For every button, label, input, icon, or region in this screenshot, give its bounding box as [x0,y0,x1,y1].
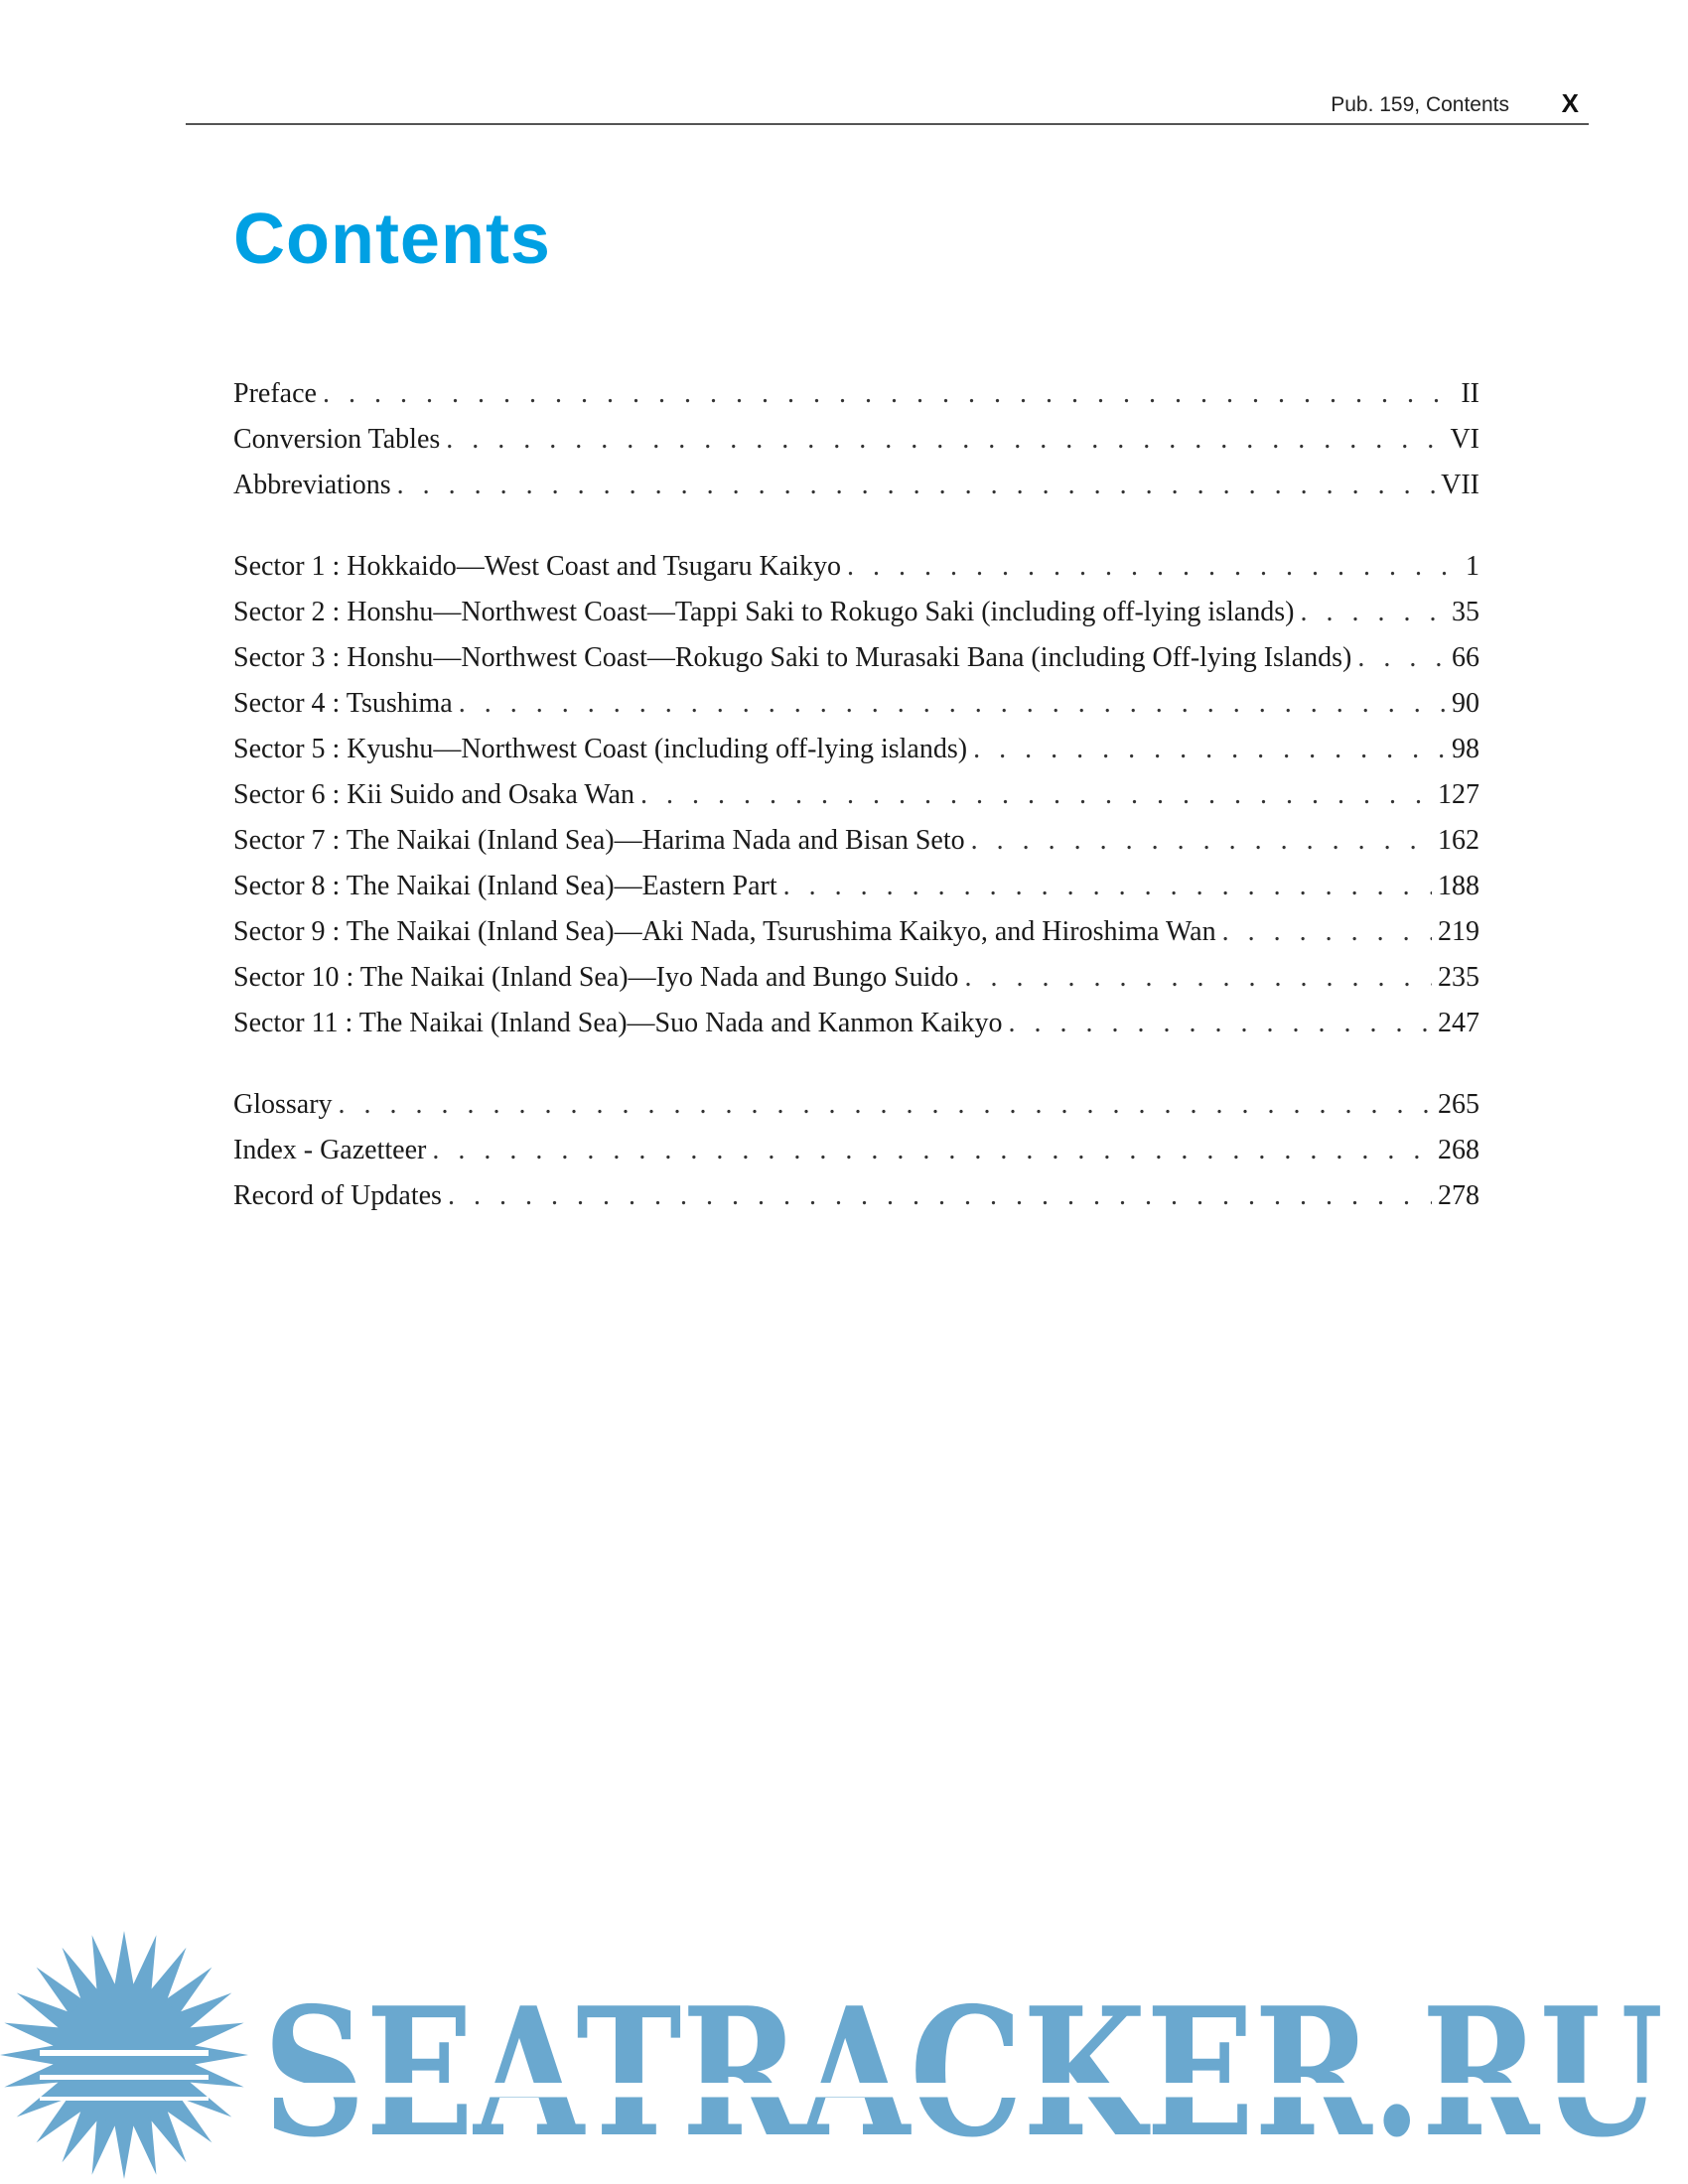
dot-leader [971,818,1432,864]
toc-entry[interactable] [233,1001,1479,1046]
toc-entry-label: Preface [233,378,317,409]
table-of-contents [233,371,1479,1255]
toc-entry-label: Sector 8 : The Naikai (Inland Sea)—Eastern Part [233,871,777,901]
toc-entry-label: Sector 4 : Tsushima [233,688,453,719]
toc-entry-page: VI [1450,424,1479,455]
page-title: Contents [233,200,551,279]
dot-leader [964,955,1432,1001]
dot-leader [1357,635,1446,681]
toc-entry-label: Sector 6 : Kii Suido and Osaka Wan [233,779,634,810]
toc-entry-label: Sector 10 : The Naikai (Inland Sea)—Iyo Nada and Bungo Suido [233,962,959,993]
toc-entry-label: Sector 1 : Hokkaido—West Coast and Tsugaru Kaikyo [233,551,841,582]
toc-entry-label: Index - Gazetteer [233,1135,427,1165]
dot-leader [459,681,1446,727]
toc-entry[interactable] [233,864,1479,909]
dot-leader [973,727,1446,772]
toc-entry[interactable] [233,463,1479,508]
toc-back-matter [233,1082,1479,1219]
toc-entry[interactable] [233,909,1479,955]
toc-entry-label: Abbreviations [233,470,391,500]
toc-entry-label: Sector 5 : Kyushu—Northwest Coast (including off-lying islands) [233,734,968,764]
toc-entry-page: 127 [1438,779,1479,810]
watermark [0,1926,1688,2184]
toc-entry[interactable] [233,635,1479,681]
toc-entry-label: Sector 9 : The Naikai (Inland Sea)—Aki Nada, Tsurushima Kaikyo, and Hiroshima Wan [233,916,1216,947]
toc-entry[interactable] [233,371,1479,417]
dot-leader [1300,590,1446,635]
toc-entry[interactable] [233,417,1479,463]
toc-entry-page: 66 [1452,642,1479,673]
toc-entry-label: Glossary [233,1089,333,1120]
publication-label: Pub. 159, Contents [1331,93,1509,116]
toc-entry-page: 235 [1438,962,1479,993]
toc-entry-page: II [1461,378,1479,409]
toc-entry-page: 162 [1438,825,1479,856]
dot-leader [847,544,1460,590]
toc-front-matter [233,371,1479,508]
toc-entry-page: 219 [1438,916,1479,947]
toc-entry[interactable] [233,590,1479,635]
dot-leader [397,463,1435,508]
dot-leader [1008,1001,1432,1046]
dot-leader [446,417,1444,463]
toc-entry[interactable] [233,681,1479,727]
toc-sectors [233,544,1479,1046]
toc-entry-label: Sector 2 : Honshu—Northwest Coast—Tappi Saki to Rokugo Saki (including off-lying islands) [233,597,1295,627]
dot-leader [339,1082,1432,1128]
toc-entry-label: Sector 11 : The Naikai (Inland Sea)—Suo Nada and Kanmon Kaikyo [233,1008,1003,1038]
dot-leader [323,371,1455,417]
toc-entry-page: 90 [1452,688,1479,719]
toc-entry-page: 1 [1466,551,1479,582]
watermark-graphic [0,1926,1688,2184]
sun-icon [0,1931,248,2179]
page-number: X [1561,88,1579,118]
toc-entry-page: 98 [1452,734,1479,764]
toc-entry-label: Sector 7 : The Naikai (Inland Sea)—Harima Nada and Bisan Seto [233,825,965,856]
dot-leader [432,1128,1432,1173]
toc-entry-page: 247 [1438,1008,1479,1038]
toc-entry-page: 35 [1452,597,1479,627]
dot-leader [448,1173,1432,1219]
toc-entry[interactable] [233,727,1479,772]
toc-entry[interactable] [233,818,1479,864]
dot-leader [1222,909,1432,955]
toc-entry-page: 265 [1438,1089,1479,1120]
watermark-text: SEATRACKER.RU [263,1969,1663,2176]
toc-entry-label: Record of Updates [233,1180,442,1211]
toc-entry-page: 268 [1438,1135,1479,1165]
toc-entry-page: VII [1441,470,1479,500]
dot-leader [783,864,1432,909]
toc-entry-label: Conversion Tables [233,424,441,455]
toc-entry-page: 278 [1438,1180,1479,1211]
toc-entry[interactable] [233,544,1479,590]
toc-entry[interactable] [233,1173,1479,1219]
running-header [186,88,1589,125]
toc-entry[interactable] [233,955,1479,1001]
toc-entry[interactable] [233,1082,1479,1128]
toc-entry-label: Sector 3 : Honshu—Northwest Coast—Rokugo Saki to Murasaki Bana (including Off-lying Islands) [233,642,1352,673]
toc-entry[interactable] [233,1128,1479,1173]
toc-entry-page: 188 [1438,871,1479,901]
dot-leader [640,772,1432,818]
toc-entry[interactable] [233,772,1479,818]
